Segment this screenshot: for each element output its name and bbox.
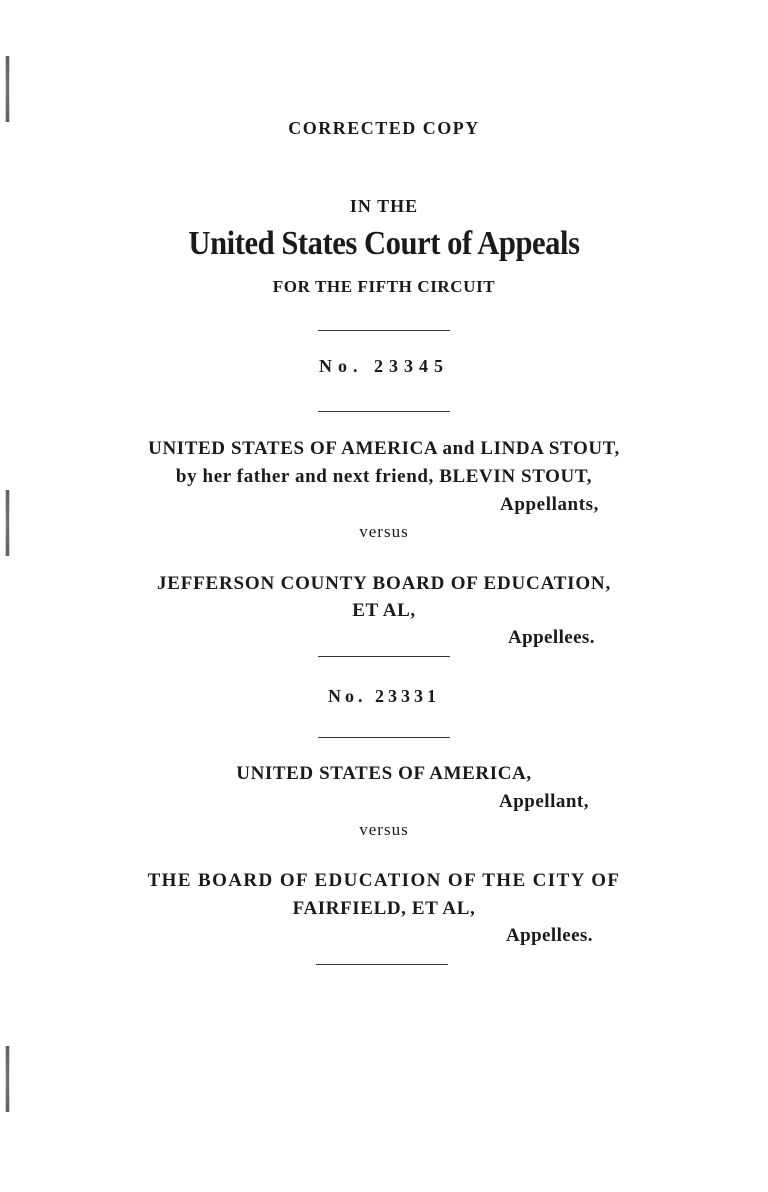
case2-appellees-line2: FAIRFIELD, ET AL,: [292, 898, 476, 919]
in-the-label: IN THE: [349, 196, 419, 216]
case1-appellees-line1: JEFFERSON COUNTY BOARD OF EDUCATION,: [156, 573, 612, 594]
court-name-title: United States Court of Appeals: [188, 225, 580, 262]
case1-versus: versus: [359, 522, 409, 541]
divider-rule-3: [318, 656, 450, 657]
case1-appellants-role: Appellants,: [500, 494, 599, 515]
case2-appellees-line1: THE BOARD OF EDUCATION OF THE CITY OF: [147, 870, 621, 891]
case2-appellant-role: Appellant,: [499, 791, 589, 812]
case1-appellants-line2: by her father and next friend, BLEVIN STOUT,: [175, 466, 593, 487]
case-number-1: No. 23345: [319, 356, 449, 376]
divider-rule-1: [318, 330, 450, 331]
case2-appellees-role: Appellees.: [506, 925, 593, 946]
divider-rule-4: [318, 737, 450, 738]
case1-appellees-role: Appellees.: [508, 627, 595, 648]
case-number-2: No. 23331: [328, 686, 440, 706]
binder-mark-top: [6, 56, 9, 122]
case1-appellants-line1: UNITED STATES OF AMERICA and LINDA STOUT,: [148, 438, 620, 459]
divider-rule-5: [316, 964, 448, 965]
case1-appellees-line2: ET AL,: [352, 600, 416, 621]
case2-versus: versus: [359, 820, 409, 839]
binder-mark-bottom: [6, 1046, 9, 1112]
corrected-copy-label: CORRECTED COPY: [288, 118, 480, 138]
circuit-label: FOR THE FIFTH CIRCUIT: [272, 277, 496, 296]
divider-rule-2: [318, 411, 450, 412]
case2-appellant-line1: UNITED STATES OF AMERICA,: [236, 763, 532, 784]
